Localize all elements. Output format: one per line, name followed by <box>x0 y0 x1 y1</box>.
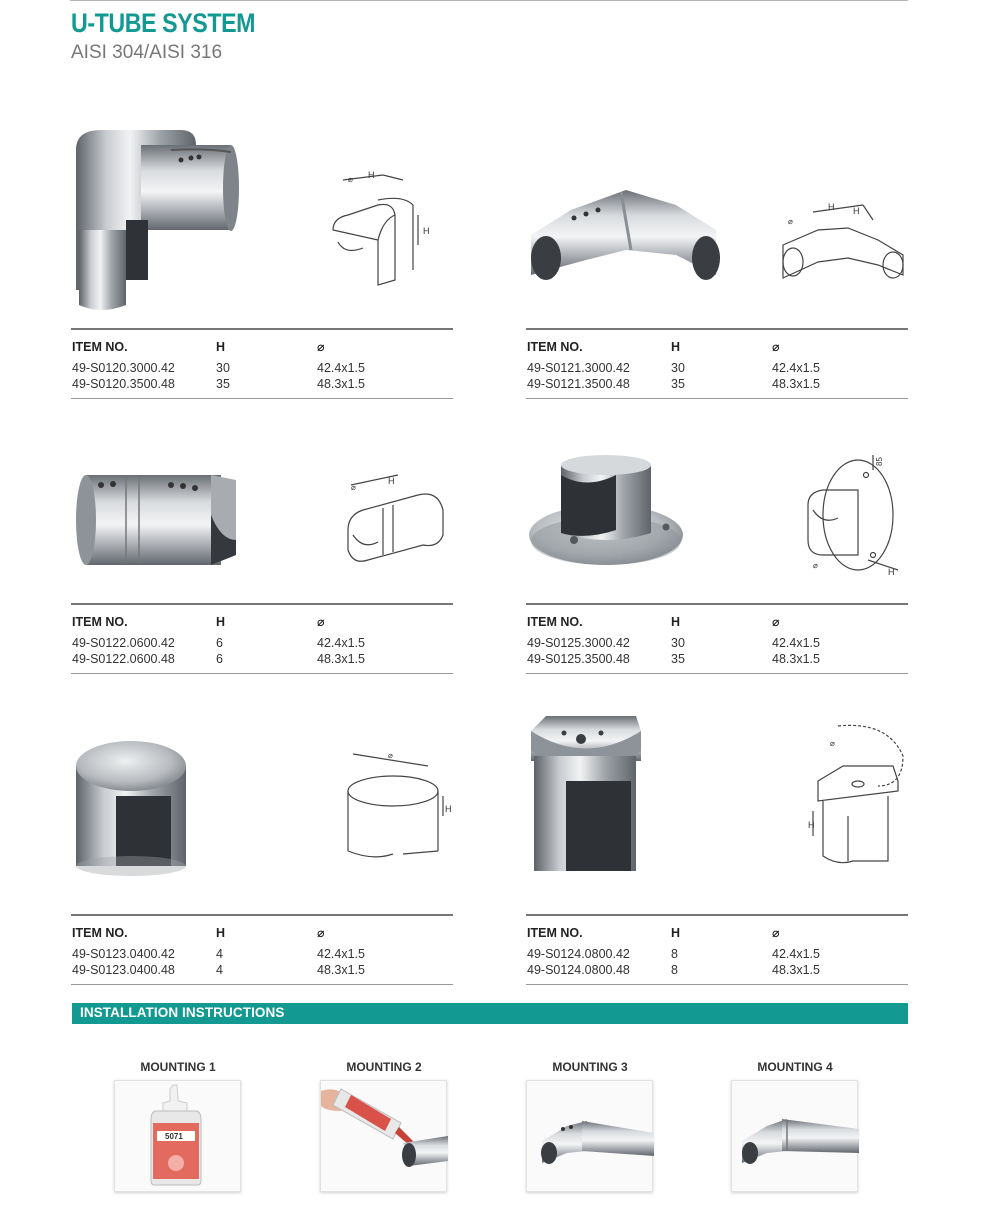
spec-table <box>71 914 453 985</box>
svg-text:H: H <box>888 567 895 577</box>
end-cap-icon <box>71 736 191 886</box>
col-diameter: ⌀ <box>317 926 325 940</box>
technical-drawing <box>808 716 908 886</box>
product-card <box>71 706 453 1006</box>
item-number: 49-S0122.0600.42 <box>72 636 175 650</box>
item-number: 49-S0125.3000.42 <box>527 636 630 650</box>
diameter-value: 48.3x1.5 <box>772 377 820 391</box>
spec-table <box>71 328 453 399</box>
table-row <box>526 376 908 392</box>
svg-text:⌀: ⌀ <box>351 483 356 492</box>
diameter-value: 48.3x1.5 <box>317 652 365 666</box>
mounting-step <box>114 1060 242 1192</box>
adhesive-bottle-icon <box>115 1081 242 1193</box>
technical-drawing <box>798 450 908 620</box>
svg-text:H: H <box>853 206 860 216</box>
h-value: 35 <box>671 652 685 666</box>
col-h: H <box>216 340 226 354</box>
item-number: 49-S0121.3000.42 <box>527 361 630 375</box>
spec-header-row <box>526 614 908 630</box>
table-row <box>526 635 908 651</box>
table-row <box>71 635 453 651</box>
spec-header-row <box>71 925 453 941</box>
mounting-image <box>114 1080 241 1192</box>
spec-table <box>526 328 908 399</box>
wall-flange-icon <box>526 455 686 575</box>
h-value: 6 <box>216 652 223 666</box>
table-row <box>71 376 453 392</box>
top-rule <box>70 0 908 1</box>
product-photo <box>526 711 646 886</box>
h-value: 4 <box>216 947 223 961</box>
h-value: 8 <box>671 963 678 977</box>
col-h: H <box>671 615 681 629</box>
svg-text:H: H <box>828 202 835 212</box>
bottle-label: 5071 <box>165 1132 183 1141</box>
col-item-no: ITEM NO. <box>527 926 583 940</box>
h-value: 8 <box>671 947 678 961</box>
mounting-label: MOUNTING 1 <box>140 1060 216 1074</box>
diameter-value: 42.4x1.5 <box>772 636 820 650</box>
spec-table <box>526 914 908 985</box>
product-photo <box>526 180 726 300</box>
elbow-horizontal-drawing-icon <box>778 200 908 290</box>
spec-header-row <box>526 925 908 941</box>
straight-connector-icon <box>71 455 241 575</box>
h-value: 35 <box>671 377 685 391</box>
h-value: 30 <box>671 361 685 375</box>
mounting-label: MOUNTING 3 <box>552 1060 628 1074</box>
col-item-no: ITEM NO. <box>527 615 583 629</box>
mounting-step <box>526 1060 654 1192</box>
table-row <box>71 360 453 376</box>
table-row <box>526 651 908 667</box>
h-value: 30 <box>216 361 230 375</box>
diameter-value: 48.3x1.5 <box>317 377 365 391</box>
item-number: 49-S0122.0600.48 <box>72 652 175 666</box>
spec-table <box>71 603 453 674</box>
diameter-value: 42.4x1.5 <box>772 947 820 961</box>
end-cap-drawing-icon <box>343 746 453 866</box>
spec-header-row <box>71 614 453 630</box>
h-value: 4 <box>216 963 223 977</box>
product-photo <box>526 455 686 575</box>
insert-fitting-icon <box>527 1081 654 1193</box>
col-diameter: ⌀ <box>317 340 325 354</box>
product-photo <box>71 455 241 575</box>
col-diameter: ⌀ <box>772 340 780 354</box>
wall-flange-drawing-icon <box>798 450 908 580</box>
mounting-label: MOUNTING 2 <box>346 1060 422 1074</box>
col-h: H <box>216 615 226 629</box>
item-number: 49-S0123.0400.42 <box>72 947 175 961</box>
item-number: 49-S0120.3500.48 <box>72 377 175 391</box>
installation-title: INSTALLATION INSTRUCTIONS <box>80 1005 285 1020</box>
h-value: 35 <box>216 377 230 391</box>
diameter-value: 48.3x1.5 <box>772 652 820 666</box>
page-subtitle: AISI 304/AISI 316 <box>71 42 223 63</box>
col-h: H <box>216 926 226 940</box>
apply-adhesive-icon <box>321 1081 448 1193</box>
svg-text:⌀: ⌀ <box>348 175 353 184</box>
mounting-step <box>731 1060 859 1192</box>
table-row <box>71 946 453 962</box>
col-diameter: ⌀ <box>317 615 325 629</box>
item-number: 49-S0125.3500.48 <box>527 652 630 666</box>
svg-text:⌀: ⌀ <box>830 739 835 748</box>
wall-end-cap-icon <box>526 711 646 886</box>
h-value: 6 <box>216 636 223 650</box>
spec-table <box>526 603 908 674</box>
product-card <box>526 706 908 1006</box>
item-number: 49-S0120.3000.42 <box>72 361 175 375</box>
table-row <box>71 962 453 978</box>
product-card <box>71 120 453 420</box>
product-card <box>526 395 908 695</box>
table-row <box>526 360 908 376</box>
elbow-vertical-drawing-icon <box>323 170 443 290</box>
diameter-value: 42.4x1.5 <box>317 361 365 375</box>
flange-dimension-label: 85 <box>875 457 884 466</box>
diameter-value: 42.4x1.5 <box>317 636 365 650</box>
wall-end-cap-drawing-icon <box>808 716 908 876</box>
col-item-no: ITEM NO. <box>72 615 128 629</box>
diameter-value: 42.4x1.5 <box>772 361 820 375</box>
mounting-label: MOUNTING 4 <box>757 1060 833 1074</box>
svg-text:⌀: ⌀ <box>788 217 793 226</box>
elbow-horizontal-icon <box>526 180 726 300</box>
technical-drawing <box>343 746 453 916</box>
svg-text:H: H <box>368 170 375 180</box>
col-h: H <box>671 926 681 940</box>
svg-text:⌀: ⌀ <box>813 561 818 570</box>
mounting-image <box>731 1080 858 1192</box>
technical-drawing <box>323 170 443 340</box>
product-photo <box>71 736 191 886</box>
col-item-no: ITEM NO. <box>72 926 128 940</box>
col-item-no: ITEM NO. <box>72 340 128 354</box>
page-title: U-TUBE SYSTEM <box>71 8 256 38</box>
col-diameter: ⌀ <box>772 615 780 629</box>
mounting-image <box>320 1080 447 1192</box>
product-card <box>526 120 908 420</box>
diameter-value: 48.3x1.5 <box>317 963 365 977</box>
elbow-vertical-icon <box>71 120 241 320</box>
installation-header <box>72 1003 908 1024</box>
diameter-value: 42.4x1.5 <box>317 947 365 961</box>
item-number: 49-S0123.0400.48 <box>72 963 175 977</box>
svg-text:H: H <box>423 226 430 236</box>
product-card <box>71 395 453 695</box>
spec-header-row <box>71 339 453 355</box>
svg-text:H: H <box>808 820 815 830</box>
item-number: 49-S0124.0800.48 <box>527 963 630 977</box>
col-diameter: ⌀ <box>772 926 780 940</box>
col-item-no: ITEM NO. <box>527 340 583 354</box>
item-number: 49-S0124.0800.42 <box>527 947 630 961</box>
table-row <box>526 962 908 978</box>
assembled-fitting-icon <box>732 1081 859 1193</box>
svg-text:H: H <box>445 804 452 814</box>
straight-connector-drawing-icon <box>343 470 453 570</box>
mounting-image <box>526 1080 653 1192</box>
h-value: 30 <box>671 636 685 650</box>
svg-text:H: H <box>388 476 395 486</box>
item-number: 49-S0121.3500.48 <box>527 377 630 391</box>
spec-header-row <box>526 339 908 355</box>
col-h: H <box>671 340 681 354</box>
svg-text:⌀: ⌀ <box>388 751 393 760</box>
product-photo <box>71 120 241 320</box>
mounting-step <box>320 1060 448 1192</box>
table-row <box>526 946 908 962</box>
table-row <box>71 651 453 667</box>
diameter-value: 48.3x1.5 <box>772 963 820 977</box>
